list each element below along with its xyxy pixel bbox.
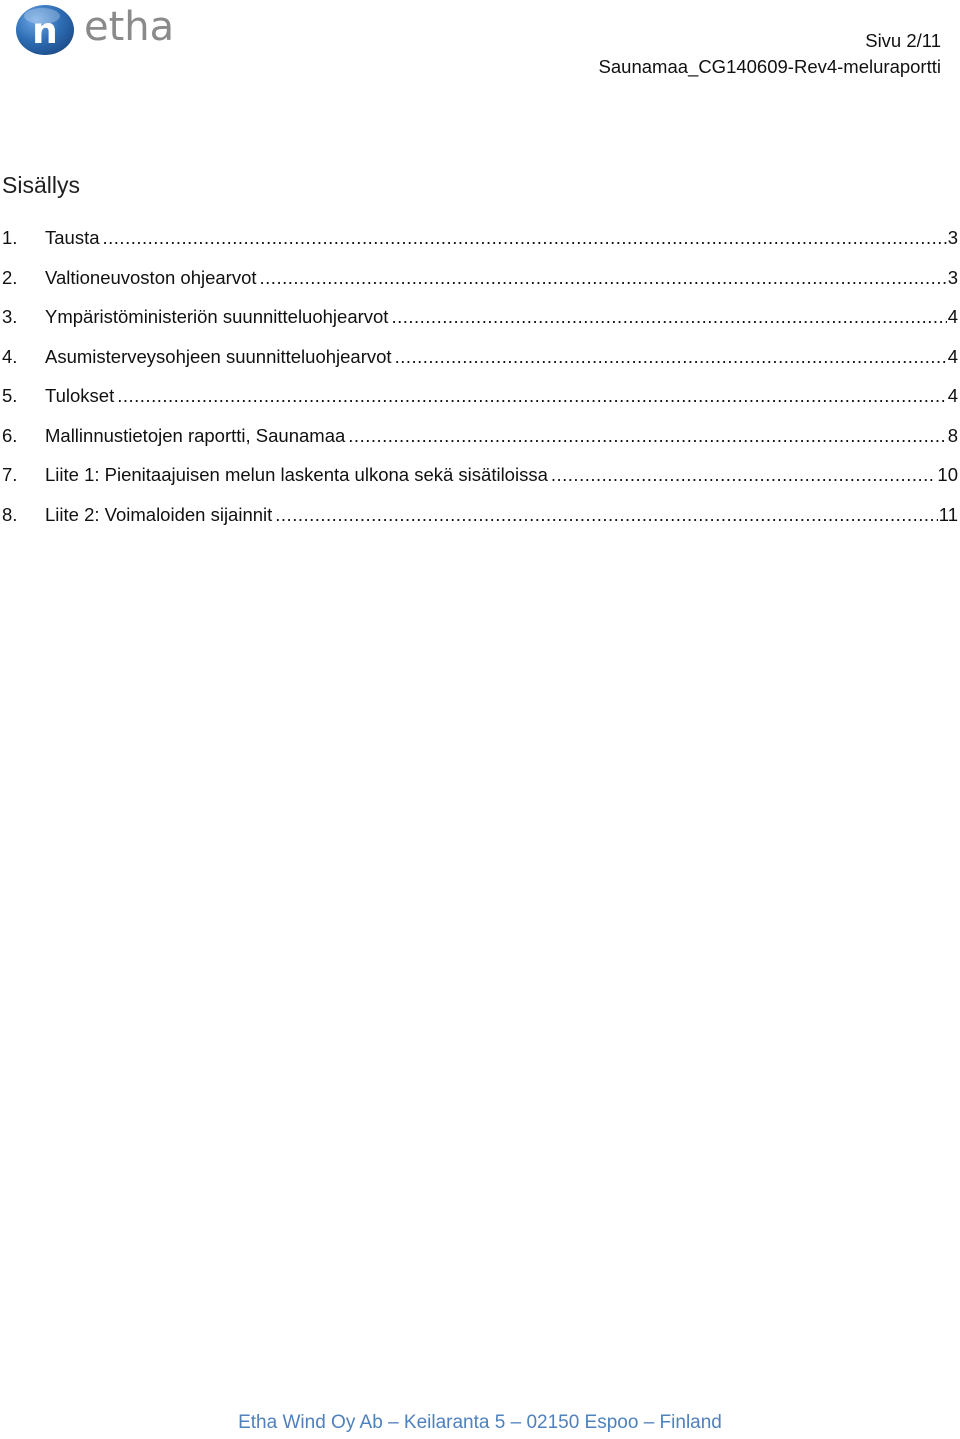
page-footer: Etha Wind Oy Ab – Keilaranta 5 – 02150 Espoo – Finland xyxy=(238,1412,722,1433)
page-number: Sivu 2/11 xyxy=(865,30,941,51)
toc-entry-label: Ympäristöministeriön suunnitteluohjearvot xyxy=(45,306,389,327)
toc-entry-number: 1. xyxy=(2,227,18,248)
toc-dot-leader xyxy=(103,225,947,251)
toc-entry-label: Asumisterveysohjeen suunnitteluohjearvot xyxy=(45,345,392,367)
toc-entry-number: 8. xyxy=(2,503,18,525)
toc-entry-page: 11 xyxy=(938,503,958,525)
toc-entry-page: 3 xyxy=(947,227,958,248)
toc-entry[interactable] xyxy=(2,344,958,384)
toc-entry-label: Tausta xyxy=(45,227,100,248)
logo-mark: n xyxy=(32,11,58,52)
toc-entry-page: 3 xyxy=(947,266,958,288)
toc-entry-label: Liite 1: Pienitaajuisen melun laskenta ulkona sekä sisätiloissa xyxy=(45,464,548,485)
toc-entry-page: 8 xyxy=(947,424,958,446)
toc-entry-number: 3. xyxy=(2,306,18,327)
toc-entry[interactable] xyxy=(2,502,958,542)
toc-entry[interactable] xyxy=(2,383,958,423)
toc-dot-leader xyxy=(551,462,937,488)
toc-entry-page: 4 xyxy=(947,306,958,327)
toc-dot-leader xyxy=(391,304,946,330)
toc-entry-number: 5. xyxy=(2,385,18,406)
toc-dot-leader xyxy=(260,265,947,291)
toc-entry-label: Tulokset xyxy=(45,385,115,406)
table-of-contents xyxy=(2,225,958,541)
toc-entry-number: 7. xyxy=(2,464,18,485)
etha-logo-icon xyxy=(14,2,204,56)
toc-entry-page: 4 xyxy=(947,385,958,406)
header-info xyxy=(599,28,941,80)
toc-dot-leader xyxy=(348,423,946,449)
toc-entry-page: 4 xyxy=(947,345,958,367)
logo-wordmark: etha xyxy=(84,4,175,50)
toc-entry[interactable] xyxy=(2,304,958,344)
toc-entry-number: 2. xyxy=(2,266,18,288)
company-logo xyxy=(14,2,204,56)
toc-entry[interactable] xyxy=(2,265,958,305)
toc-title: Sisällys xyxy=(2,172,80,198)
toc-dot-leader xyxy=(117,383,946,409)
toc-entry-number: 6. xyxy=(2,424,18,446)
toc-entry[interactable] xyxy=(2,462,958,502)
toc-entry[interactable] xyxy=(2,423,958,463)
toc-entry-number: 4. xyxy=(2,345,18,367)
toc-entry-label: Liite 2: Voimaloiden sijainnit xyxy=(45,503,273,525)
toc-entry-label: Mallinnustietojen raportti, Saunamaa xyxy=(45,424,346,446)
toc-dot-leader xyxy=(395,344,947,370)
toc-dot-leader xyxy=(275,502,938,528)
toc-entry-label: Valtioneuvoston ohjearvot xyxy=(45,266,257,288)
toc-entry-page: 10 xyxy=(937,464,958,485)
toc-entry[interactable] xyxy=(2,225,958,265)
document-name: Saunamaa_CG140609-Rev4-meluraportti xyxy=(598,56,941,77)
